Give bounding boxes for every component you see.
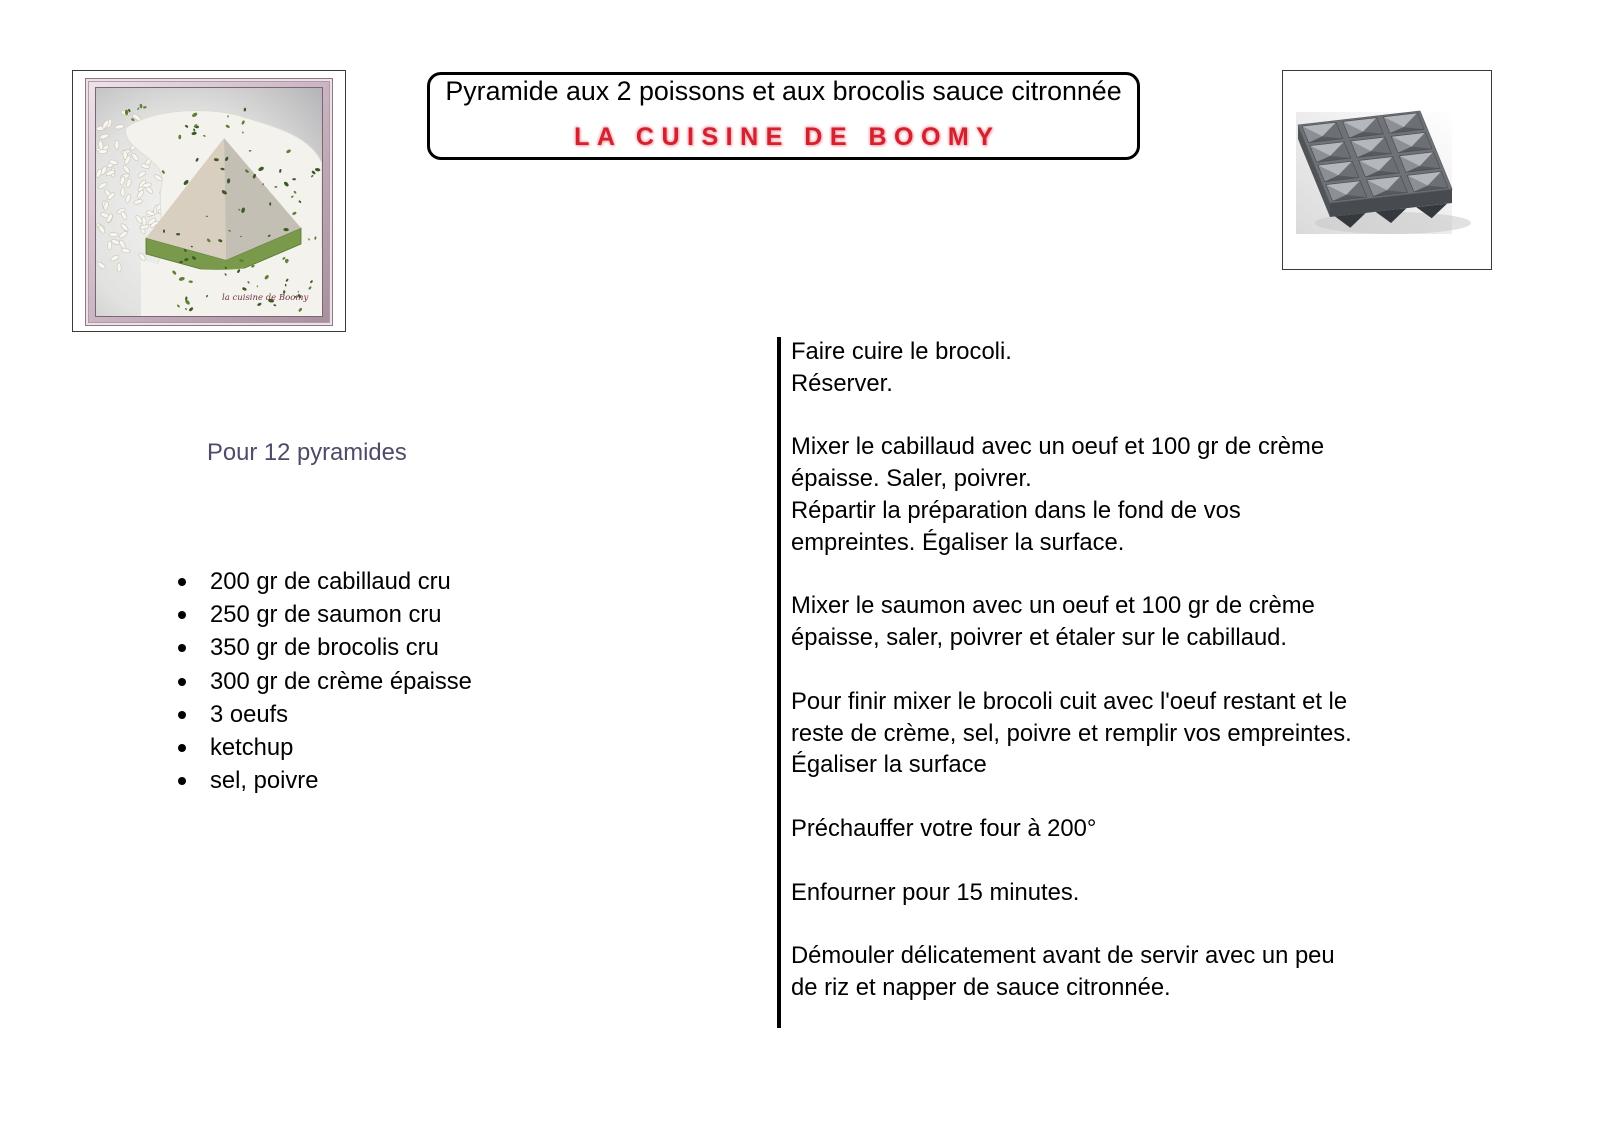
step-paragraph	[791, 336, 1352, 400]
step-line: reste de crème, sel, poivre et remplir vos empreintes.	[791, 719, 1352, 747]
step-paragraph	[791, 813, 1352, 845]
step-paragraph	[791, 431, 1352, 558]
servings-text: Pour 12 pyramides	[207, 439, 407, 466]
step-line: Mixer le cabillaud avec un oeuf et 100 gr de crème	[791, 433, 1325, 461]
step-line: Réserver.	[791, 369, 893, 397]
step-paragraph	[791, 940, 1352, 1004]
ingredient-list	[210, 565, 472, 797]
step-line: épaisse, saler, poivrer et étaler sur le cabillaud.	[791, 624, 1288, 652]
step-line: Égaliser la surface	[791, 751, 987, 779]
brand-name: LA CUISINE DE BOOMY	[574, 123, 1001, 151]
rice-grain	[109, 233, 118, 237]
column-divider	[777, 337, 781, 1028]
ingredient-item: 350 gr de brocolis cru	[210, 631, 472, 664]
rice-grain	[117, 263, 122, 272]
ingredient-item: ketchup	[210, 731, 472, 764]
dish-photo	[96, 88, 322, 316]
ingredient-item: 3 oeufs	[210, 698, 472, 731]
photo-watermark: la cuisine de Boomy	[222, 293, 309, 303]
herb-speck	[176, 233, 180, 235]
step-line: Pour finir mixer le brocoli cuit avec l'oeuf restant et le	[791, 687, 1348, 715]
step-line: Enfourner pour 15 minutes.	[791, 878, 1080, 906]
mold-image-frame	[1282, 70, 1492, 270]
step-paragraph	[791, 686, 1352, 781]
step-line: Faire cuire le brocoli.	[791, 338, 1012, 365]
ingredient-item: 200 gr de cabillaud cru	[210, 565, 472, 598]
dish-photo-frame	[72, 70, 346, 332]
rice-grain	[121, 188, 125, 197]
recipe-title: Pyramide aux 2 poissons et aux brocolis sauce citronnée	[445, 76, 1122, 106]
ingredient-item: 300 gr de crème épaisse	[210, 665, 472, 698]
step-line: Mixer le saumon avec un oeuf et 100 gr de crème	[791, 592, 1315, 620]
step-line: Répartir la préparation dans le fond de vos	[791, 496, 1241, 524]
dish-photo-mat	[85, 78, 333, 326]
ingredient-item: 250 gr de saumon cru	[210, 598, 472, 631]
rice-grain	[123, 150, 128, 159]
step-line: de riz et napper de sauce citronnée.	[791, 973, 1171, 1001]
title-box	[427, 72, 1140, 160]
step-line: empreintes. Égaliser la surface.	[791, 528, 1125, 556]
step-line: Démouler délicatement avant de servir avec un peu	[791, 942, 1335, 970]
pyramid-mold-image	[1283, 71, 1491, 269]
step-paragraph	[791, 877, 1352, 909]
rice-grain	[107, 241, 112, 250]
step-line: épaisse. Saler, poivrer.	[791, 465, 1032, 493]
step-paragraph	[791, 590, 1352, 654]
ingredient-item: sel, poivre	[210, 764, 472, 797]
rice-grain	[115, 140, 119, 149]
step-line: Préchauffer votre four à 200°	[791, 814, 1097, 842]
instructions	[791, 336, 1352, 1036]
